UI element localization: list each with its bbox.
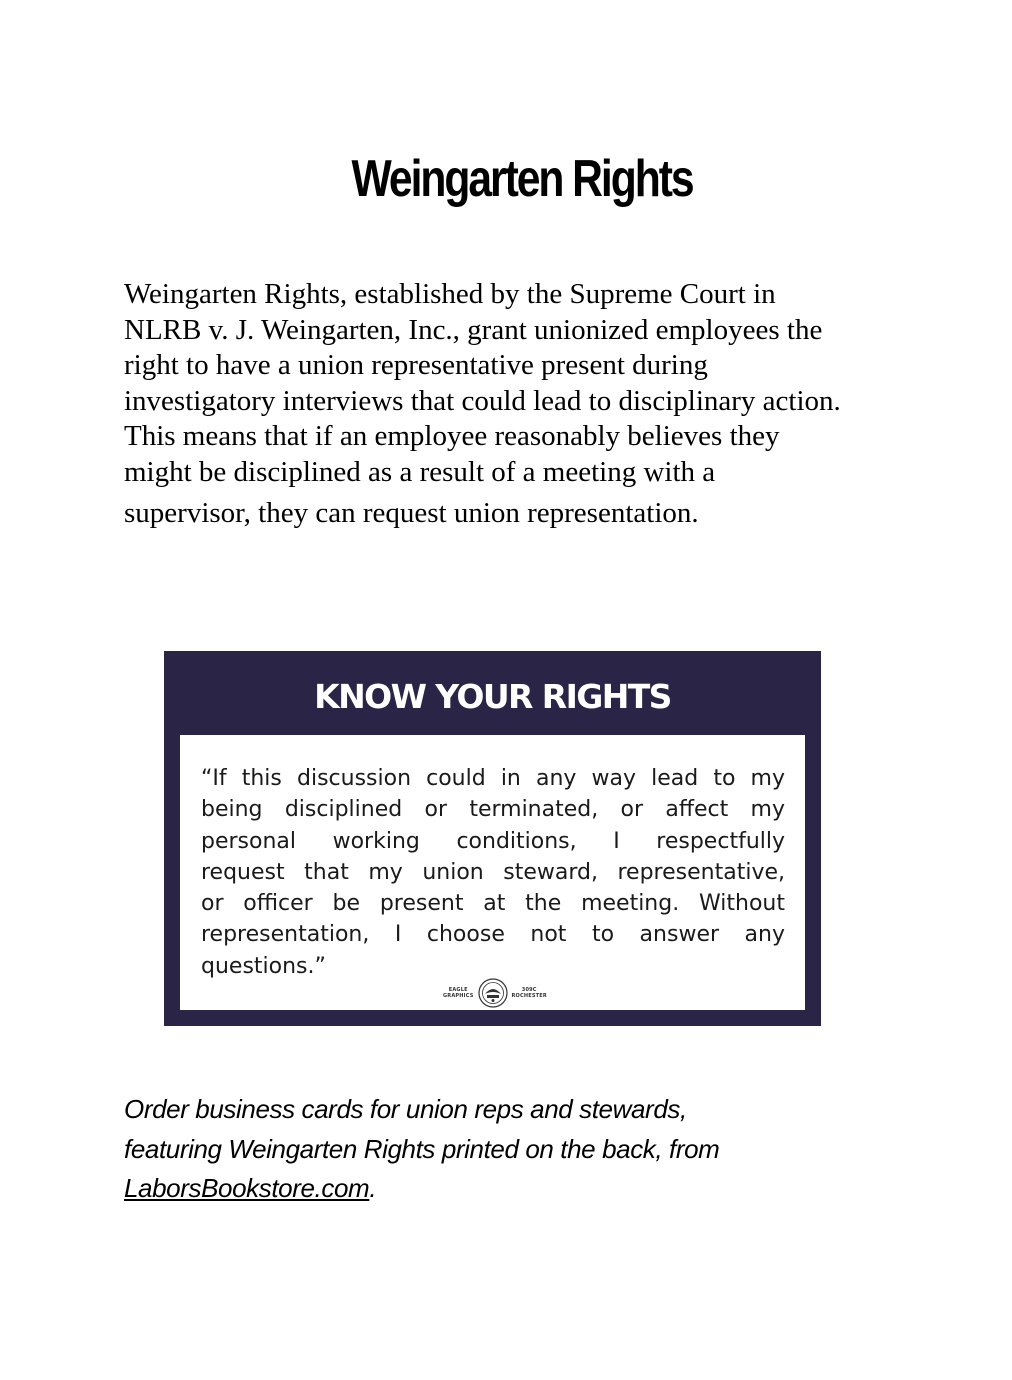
intro-line: right to have a union representative present during [124,349,708,381]
intro-line: might be disciplined as a result of a meeting with a [124,455,716,488]
union-printer-mark [443,978,547,1008]
quote-line: “If this discussion could in any way lead to my [201,766,785,791]
bookstore-link[interactable]: LaborsBookstore.com [124,1173,370,1203]
printer-mark-text: ROCHESTER [511,993,547,999]
quote-line: representation, I choose not to answer any [201,922,785,948]
know-your-rights-card [164,651,821,1026]
order-line: featuring Weingarten Rights printed on the back, from [124,1133,720,1164]
order-line [124,1169,984,1209]
card-body [180,735,805,1010]
quote-line: or officer be present at the meeting. Without [201,891,785,917]
printer-mark-text: 309C [521,987,537,993]
order-note [124,1090,984,1209]
printer-mark-text: EAGLE [448,987,468,993]
quote-line: personal working conditions, I respectfully [201,828,785,854]
page-title: Weingarten Rights [351,150,693,208]
intro-line: Weingarten Rights, established by the Supreme Court in [124,278,776,310]
quote-line: questions.” [201,953,326,979]
order-period: . [369,1173,377,1203]
printer-mark-text: GRAPHICS [443,993,474,999]
order-line: Order business cards for union reps and stewards, [124,1094,687,1124]
union-seal-icon [478,978,508,1008]
intro-line: investigatory interviews that could lead to disciplinary action. [124,384,841,417]
intro-paragraph [124,277,984,532]
quote-line: being disciplined or terminated, or affect my [201,797,785,823]
quote-line: request that my union steward, representative, [201,859,785,885]
intro-line: This means that if an employee reasonably believes they [124,420,780,452]
printer-mark-left [443,987,474,999]
card-heading: KNOW YOUR RIGHTS [314,677,671,716]
intro-line: supervisor, they can request union representation. [124,497,699,529]
intro-line: NLRB v. J. Weingarten, Inc., grant unionized employees the [124,313,823,346]
printer-mark-right [512,987,547,999]
rights-quote [201,763,785,982]
